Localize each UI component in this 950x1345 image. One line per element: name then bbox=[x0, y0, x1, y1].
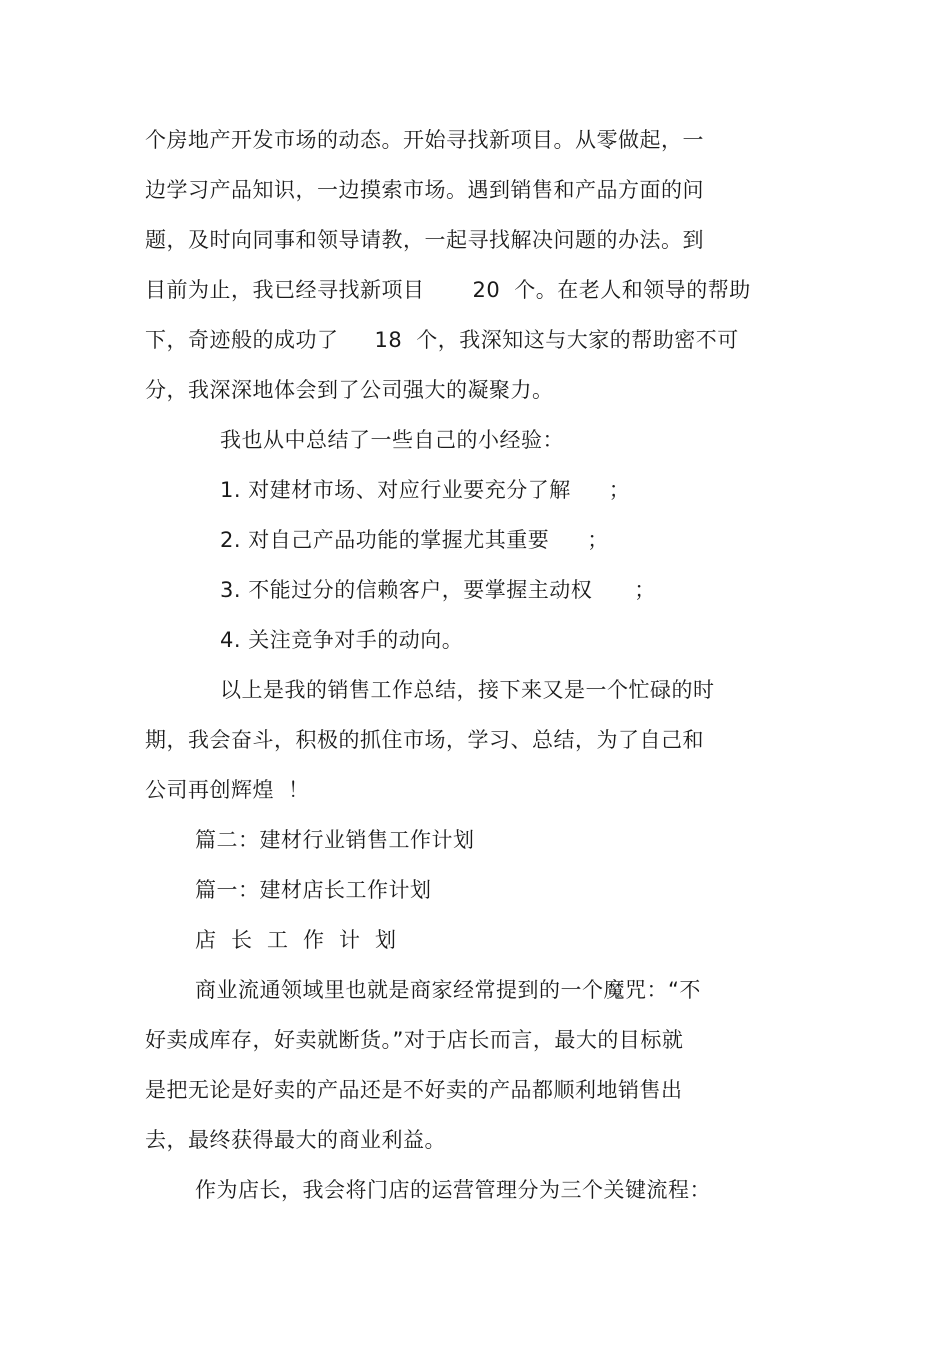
list-item bbox=[220, 475, 630, 505]
plan-title: 店长工作计划 bbox=[195, 928, 411, 952]
text-line: 以上是我的销售工作总结，接下来又是一个忙碌的时 bbox=[220, 678, 715, 702]
success-count: 18 bbox=[374, 328, 403, 352]
text-line: 是把无论是好卖的产品还是不好卖的产品都顺利地销售出 bbox=[145, 1078, 683, 1102]
list-item-text: 1. 对建材市场、对应行业要充分了解 bbox=[220, 478, 571, 502]
text-segment: 个，我深知这与大家的帮助密不可 bbox=[416, 328, 739, 352]
list-item-end: ； bbox=[608, 478, 631, 502]
text-line: 题，及时向同事和领导请教，一起寻找解决问题的办法。到 bbox=[145, 228, 704, 252]
list-item-text: 4. 关注竞争对手的动向。 bbox=[220, 628, 464, 652]
text-line bbox=[145, 325, 739, 355]
text-line: 商业流通领域里也就是商家经常提到的一个魔咒：“不 bbox=[195, 978, 701, 1002]
project-count: 20 bbox=[472, 278, 501, 302]
text-segment: ！ bbox=[288, 778, 310, 802]
text-line: 作为店长，我会将门店的运营管理分为三个关键流程： bbox=[195, 1178, 711, 1202]
list-item-end: ； bbox=[634, 578, 656, 602]
list-item-text: 2. 对自己产品功能的掌握尤其重要 bbox=[220, 528, 550, 552]
text-line: 期，我会奋斗，积极的抓住市场，学习、总结，为了自己和 bbox=[145, 728, 704, 752]
text-line: 好卖成库存，好卖就断货。”对于店长而言，最大的目标就 bbox=[145, 1028, 684, 1052]
text-line: 去，最终获得最大的商业利益。 bbox=[145, 1128, 446, 1152]
text-line: 分，我深深地体会到了公司强大的凝聚力。 bbox=[145, 378, 554, 402]
experience-intro: 我也从中总结了一些自己的小经验： bbox=[220, 428, 564, 452]
text-line bbox=[145, 275, 751, 305]
text-line bbox=[145, 775, 310, 805]
section-heading: 篇二：建材行业销售工作计划 bbox=[195, 828, 475, 852]
list-item bbox=[220, 625, 463, 655]
list-item bbox=[220, 525, 609, 555]
text-segment: 下，奇迹般的成功了 bbox=[145, 328, 339, 352]
list-item-text: 3. 不能过分的信赖客户，要掌握主动权 bbox=[220, 578, 593, 602]
text-line: 边学习产品知识，一边摸索市场。遇到销售和产品方面的问 bbox=[145, 178, 704, 202]
text-line: 个房地产开发市场的动态。开始寻找新项目。从零做起，一 bbox=[145, 128, 704, 152]
text-segment: 公司再创辉煌 bbox=[145, 778, 274, 802]
text-segment: 目前为止，我已经寻找新项目 bbox=[145, 278, 425, 302]
text-segment: 个。在老人和领导的帮助 bbox=[514, 278, 751, 302]
list-item-end: ； bbox=[587, 528, 609, 552]
list-item bbox=[220, 575, 656, 605]
section-heading: 篇一：建材店长工作计划 bbox=[195, 878, 432, 902]
